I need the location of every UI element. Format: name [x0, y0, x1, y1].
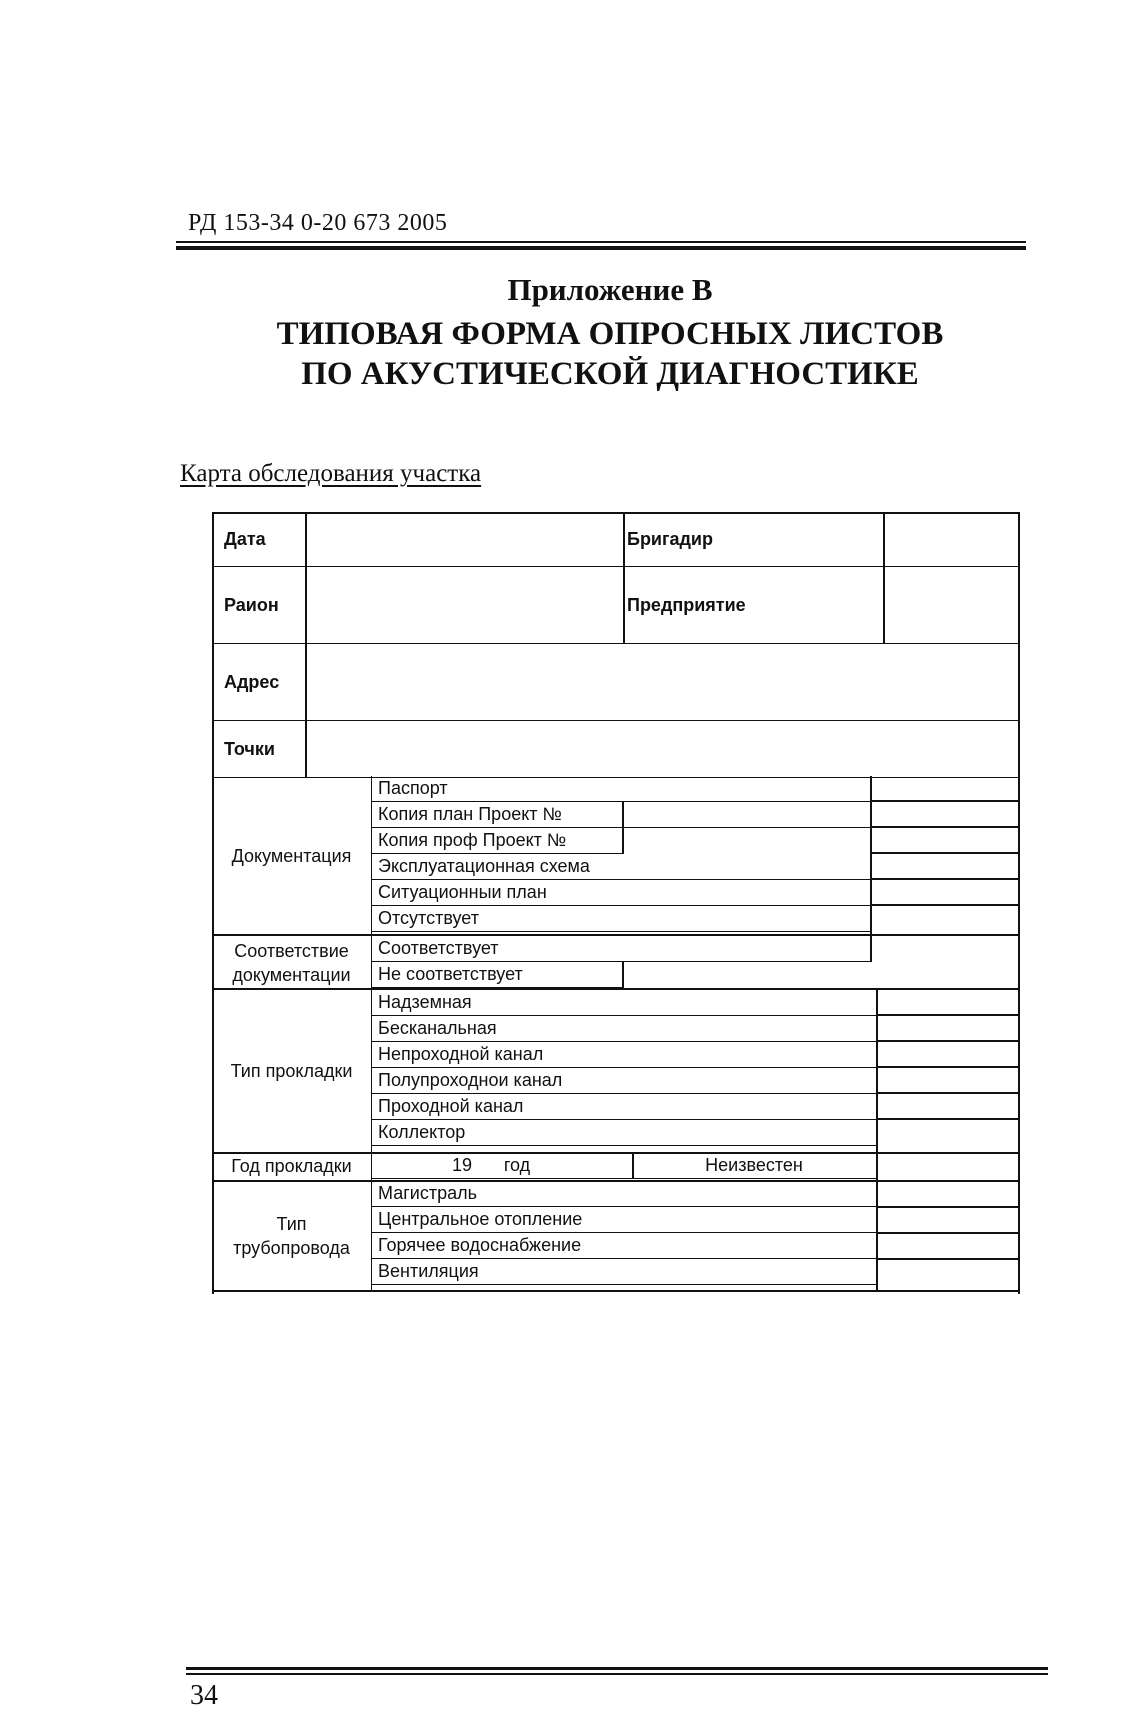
pipeline-item-ventilation: Вентиляция: [372, 1259, 876, 1285]
compliance-label: [212, 936, 372, 990]
row-date: [212, 512, 1020, 567]
pipeline-item-central-heating: Центральное отопление: [372, 1207, 876, 1233]
copy-profile-project-field[interactable]: [622, 828, 870, 854]
year-unknown-option[interactable]: Неизвестен: [632, 1153, 876, 1179]
survey-header-table: [212, 512, 1020, 778]
doc-item-operational-scheme: Эксплуатационная схема: [372, 854, 870, 880]
laying-item-collector: Коллектор: [372, 1120, 876, 1146]
compliance-block: [212, 936, 1020, 990]
page-number: 34: [190, 1680, 218, 1711]
pipeline-type-label-line1: Тип: [276, 1214, 307, 1234]
form-title-line2: ПО АКУСТИЧЕСКОЙ ДИАГНОСТИКЕ: [301, 356, 919, 392]
laying-item-aboveground: Надземная: [372, 990, 876, 1016]
header-rule-thick: [176, 246, 1026, 250]
copy-plan-project-field[interactable]: [622, 802, 870, 828]
row-points: [212, 721, 1020, 778]
header-rule: [176, 241, 1026, 243]
document-code: РД 153-34 0-20 673 2005: [188, 210, 448, 236]
enterprise-label: Предприятие: [627, 594, 746, 615]
appendix-title: Приложение В: [507, 272, 713, 307]
compliance-label-line1: Соответствие: [234, 941, 349, 961]
pipeline-type-block: [212, 1180, 1020, 1292]
address-label: Адрес: [224, 671, 280, 692]
doc-item-copy-profile: Копия проф Проект №: [372, 828, 622, 854]
compliance-item-matches: Соответствует: [372, 936, 870, 962]
title-block: [170, 272, 1050, 394]
section-subtitle: Карта обследования участка: [180, 460, 482, 487]
pipeline-type-label: [212, 1180, 372, 1292]
date-label: Дата: [224, 528, 266, 549]
row-district: [212, 567, 1020, 644]
year-prefix: 19: [451, 1155, 472, 1175]
date-field[interactable]: [307, 512, 623, 566]
laying-year-row: [212, 1152, 1020, 1180]
year-unit: год: [503, 1155, 531, 1175]
laying-item-semiwalk-channel: Полупроходнои канал: [372, 1068, 876, 1094]
pipeline-type-label-line2: трубопровода: [233, 1238, 350, 1258]
district-label: Раион: [224, 594, 279, 615]
address-field[interactable]: [307, 644, 1018, 720]
compliance-item-mismatch: Не соответствует: [372, 962, 622, 988]
form-title-line1: ТИПОВАЯ ФОРМА ОПРОСНЫХ ЛИСТОВ: [276, 316, 944, 352]
points-field[interactable]: [307, 721, 1018, 777]
pipeline-item-main: Магистраль: [372, 1181, 876, 1207]
footer-rule: [186, 1673, 1048, 1675]
laying-item-walk-channel: Проходной канал: [372, 1094, 876, 1120]
pipeline-item-hot-water: Горячее водоснабжение: [372, 1233, 876, 1259]
compliance-label-line2: документации: [232, 965, 351, 985]
laying-item-nonwalk-channel: Непроходной канал: [372, 1042, 876, 1068]
enterprise-field[interactable]: [885, 567, 1018, 643]
row-address: [212, 644, 1020, 721]
brigadier-label: Бригадир: [627, 528, 713, 549]
laying-type-label: Тип прокладки: [212, 990, 372, 1152]
footer-rule-thick: [186, 1667, 1048, 1670]
district-field[interactable]: [307, 567, 623, 643]
brigadier-field[interactable]: [885, 512, 1018, 566]
laying-item-channelless: Бесканальная: [372, 1016, 876, 1042]
doc-item-situational-plan: Ситуационныи план: [372, 880, 870, 906]
laying-year-label: Год прокладки: [212, 1152, 372, 1180]
documentation-block: [212, 776, 1020, 936]
doc-item-copy-plan: Копия план Проект №: [372, 802, 622, 828]
doc-item-passport: Паспорт: [372, 776, 870, 802]
documentation-label: Документация: [212, 776, 372, 936]
laying-type-block: [212, 990, 1020, 1152]
points-label: Точки: [224, 738, 275, 759]
doc-item-absent: Отсутствует: [372, 906, 870, 932]
